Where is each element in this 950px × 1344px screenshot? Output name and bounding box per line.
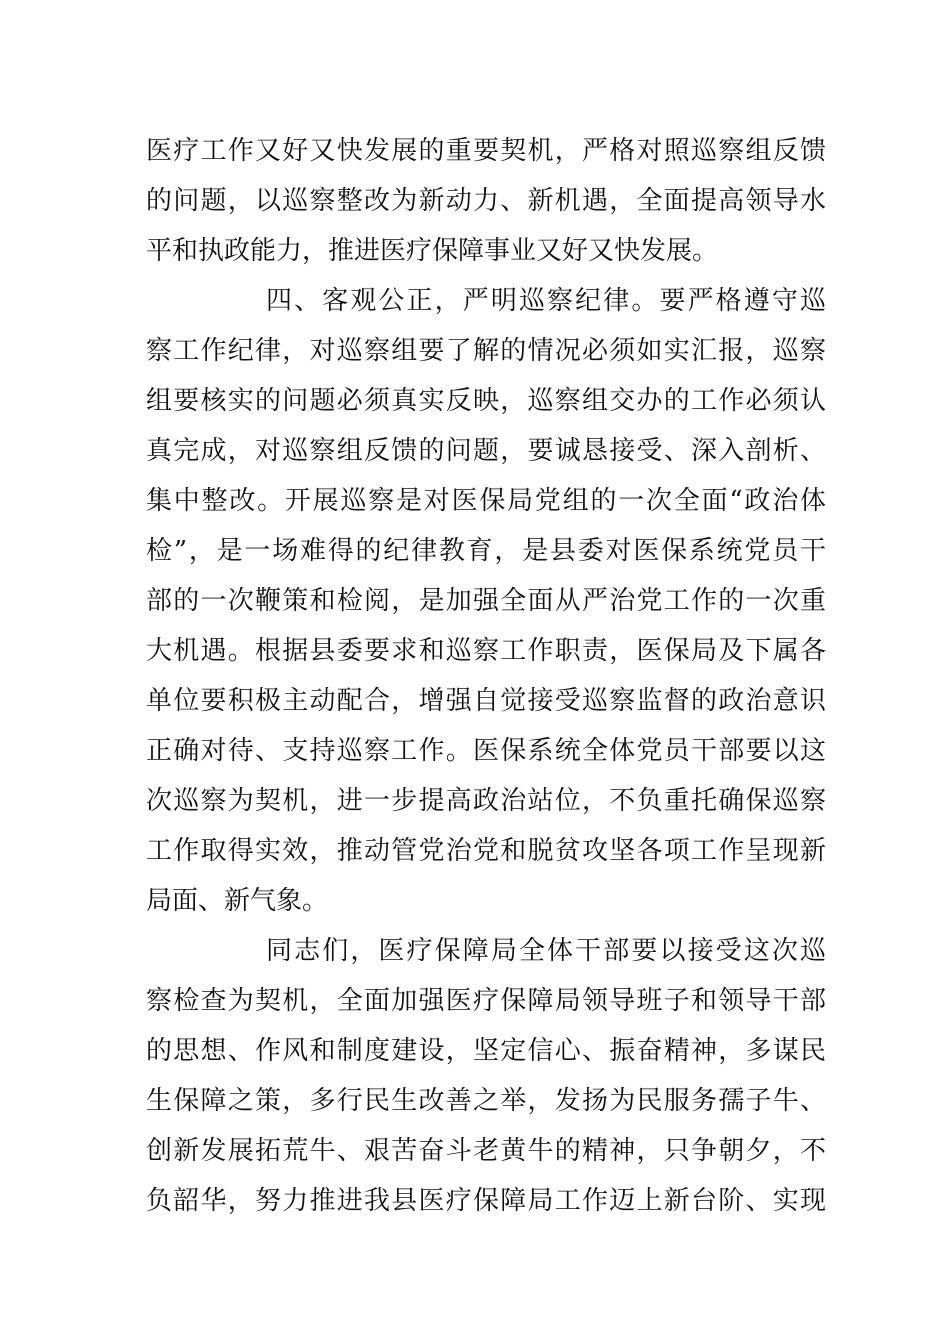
text-line: 生保障之策，多行民生改善之举，发扬为民服务孺子牛、 <box>146 1086 826 1116</box>
text-line: 负韶华，努力推进我县医疗保障局工作迈上新台阶、实现 <box>146 1186 826 1216</box>
text-line: 检”，是一场难得的纪律教育，是县委对医保系统党员干 <box>146 536 826 566</box>
text-line: 创新发展拓荒牛、艰苦奋斗老黄牛的精神，只争朝夕，不 <box>146 1136 826 1166</box>
text-line: 的思想、作风和制度建设，坚定信心、振奋精神，多谋民 <box>146 1036 826 1066</box>
text-line: 正确对待、支持巡察工作。医保系统全体党员干部要以这 <box>146 736 826 766</box>
text-line: 医疗工作又好又快发展的重要契机，严格对照巡察组反馈 <box>146 136 826 166</box>
text-line: 真完成，对巡察组反馈的问题，要诚恳接受、深入剖析、 <box>146 436 826 466</box>
text-line: 平和执政能力，推进医疗保障事业又好又快发展。 <box>146 236 719 266</box>
text-line: 组要核实的问题必须真实反映，巡察组交办的工作必须认 <box>146 386 826 416</box>
text-line: 局面、新气象。 <box>146 886 329 916</box>
text-line: 四、客观公正，严明巡察纪律。要严格遵守巡 <box>266 286 826 316</box>
text-line: 大机遇。根据县委要求和巡察工作职责，医保局及下属各 <box>146 636 826 666</box>
text-line: 部的一次鞭策和检阅，是加强全面从严治党工作的一次重 <box>146 586 826 616</box>
text-line: 同志们，医疗保障局全体干部要以接受这次巡 <box>266 936 826 966</box>
text-line: 察检查为契机，全面加强医疗保障局领导班子和领导干部 <box>146 986 826 1016</box>
text-line: 工作取得实效，推动管党治党和脱贫攻坚各项工作呈现新 <box>146 836 826 866</box>
text-line: 察工作纪律，对巡察组要了解的情况必须如实汇报，巡察 <box>146 336 826 366</box>
text-line: 集中整改。开展巡察是对医保局党组的一次全面“政治体 <box>146 486 826 516</box>
text-line: 的问题，以巡察整改为新动力、新机遇，全面提高领导水 <box>146 186 826 216</box>
text-line: 次巡察为契机，进一步提高政治站位，不负重托确保巡察 <box>146 786 826 816</box>
text-line: 单位要积极主动配合，增强自觉接受巡察监督的政治意识 <box>146 686 826 716</box>
